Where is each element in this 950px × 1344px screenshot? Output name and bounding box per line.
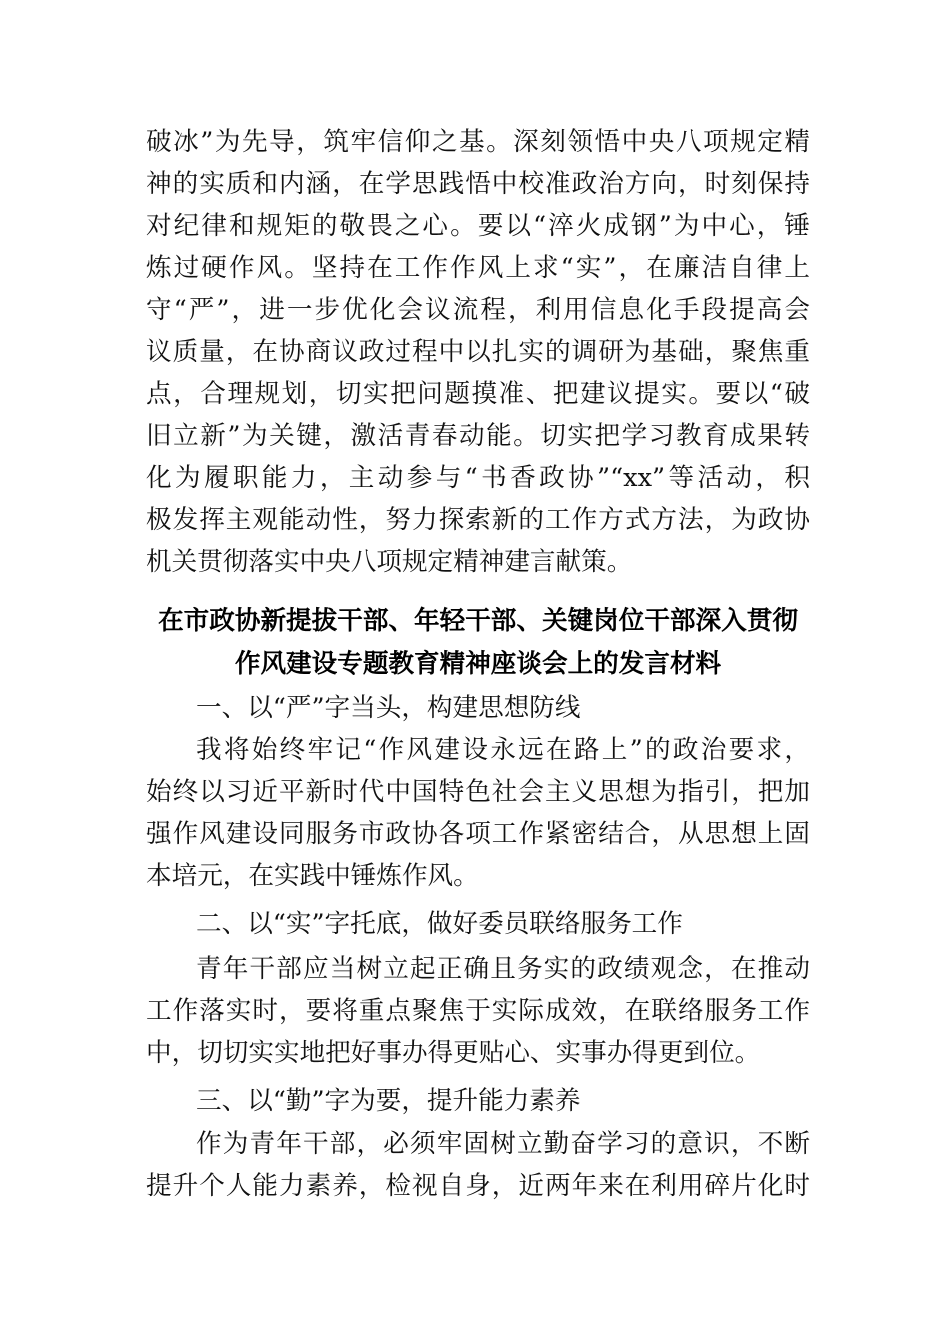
body-line: 本培元，在实践中锤炼作风。 (146, 861, 479, 891)
body-line: 始终以习近平新时代中国特色社会主义思想为指引，把加 (146, 777, 810, 807)
body-line: 点，合理规划，切实把问题摸准、把建议提实。要以“破 (146, 379, 810, 409)
body-line: 工作落实时，要将重点聚焦于实际成效，在联络服务工作 (146, 996, 810, 1026)
section-heading-1: 一、以“严”字当头，构建思想防线 (196, 693, 581, 723)
body-line: 提升个人能力素养，检视自身，近两年来在利用碎片化时 (146, 1171, 810, 1201)
body-line: 机关贯彻落实中央八项规定精神建言献策。 (146, 547, 633, 577)
body-line: 作为青年干部，必须牢固树立勤奋学习的意识，不断 (196, 1129, 810, 1159)
body-line: 化为履职能力，主动参与“书香政协”“xx”等活动，积 (146, 463, 810, 493)
body-line: 我将始终牢记“作风建设永远在路上”的政治要求， (196, 735, 810, 765)
body-line: 极发挥主观能动性，努力探索新的工作方式方法，为政协 (146, 505, 810, 535)
body-line: 强作风建设同服务市政协各项工作紧密结合，从思想上固 (146, 819, 810, 849)
body-line: 议质量，在协商议政过程中以扎实的调研为基础，聚焦重 (146, 337, 810, 367)
section-heading-3: 三、以“勤”字为要，提升能力素养 (196, 1086, 581, 1116)
body-line: 神的实质和内涵，在学思践悟中校准政治方向，时刻保持 (146, 169, 810, 199)
body-line: 守“严”，进一步优化会议流程，利用信息化手段提高会 (146, 295, 810, 325)
body-line: 中，切切实实地把好事办得更贴心、实事办得更到位。 (146, 1038, 761, 1068)
body-line: 对纪律和规矩的敬畏之心。要以“淬火成钢”为中心，锤 (146, 211, 810, 241)
document-title-line-2: 作风建设专题教育精神座谈会上的发言材料 (234, 649, 722, 679)
document-title-line-1: 在市政协新提拔干部、年轻干部、关键岗位干部深入贯彻 (158, 606, 798, 636)
section-heading-2: 二、以“实”字托底，做好委员联络服务工作 (196, 909, 683, 939)
body-line: 青年干部应当树立起正确且务实的政绩观念，在推动 (196, 954, 810, 984)
body-line: 炼过硬作风。坚持在工作作风上求“实”，在廉洁自律上 (146, 253, 810, 283)
body-line: 破冰”为先导，筑牢信仰之基。深刻领悟中央八项规定精 (146, 127, 810, 157)
body-line: 旧立新”为关键，激活青春动能。切实把学习教育成果转 (146, 421, 810, 451)
